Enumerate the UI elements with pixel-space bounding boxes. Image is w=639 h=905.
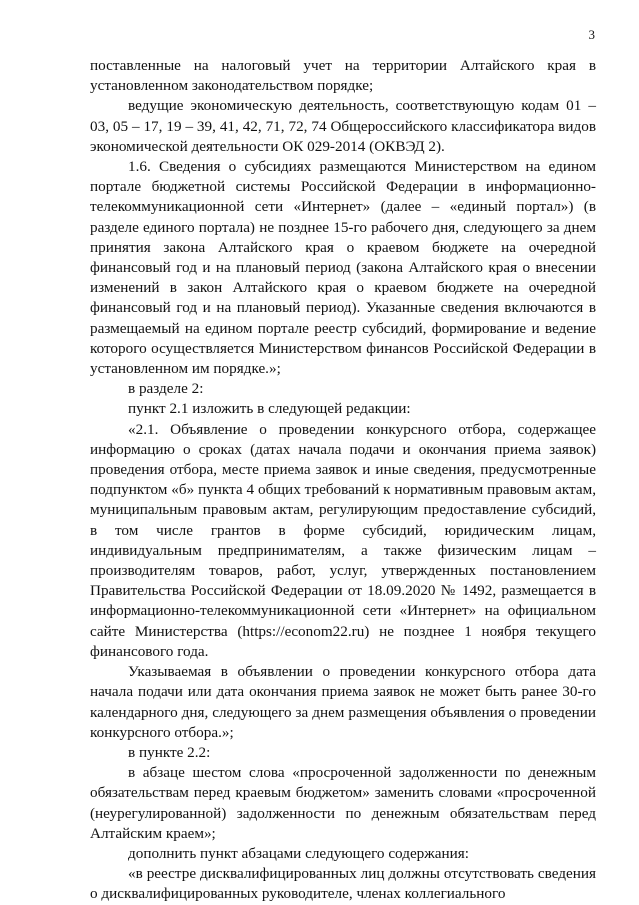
paragraph-7: Указываемая в объявлении о проведении конкурсного отбора дата начала подачи или дата окончания приема заявок не может быть ранее 30-го календарного дня, следующего за днем размещения объявления о проведении конкурсного отбора.»; xyxy=(90,663,596,741)
paragraph-9: в абзаце шестом слова «просроченной задолженности по денежным обязательствам перед краевым бюджетом» заменить словами «просроченной (неурегулированной) задолженности по денежным обязательствам перед Алтайским краем»; xyxy=(90,764,596,842)
paragraph-3: 1.6. Сведения о субсидиях размещаются Министерством на едином портале бюджетной системы Российской Федерации в информационно-телекоммуникационной сети «Интернет» (далее – «единый портал») (в разделе единого портала) не позднее 15-го рабочего дня, следующего за днем принятия закона Алтайского края о краевом бюджете на очередной финансовый год и на плановый период (закона Алтайского края о внесении изменений в закон Алтайского края о краевом бюджете на очередной финансовый год и на плановый период). Указанные сведения включаются в размещаемый на едином портале реестр субсидий, формирование и ведение которого осуществляется Министерством финансов Российской Федерации в установленном им порядке.»; xyxy=(90,158,596,378)
paragraph-10: дополнить пункт абзацами следующего содержания: xyxy=(128,844,469,862)
paragraph-8: в пункте 2.2: xyxy=(128,743,211,761)
document-body xyxy=(90,56,596,905)
paragraph-11: «в реестре дисквалифицированных лиц должны отсутствовать сведения о дисквалифицированных руководителе, членах коллегиального xyxy=(90,865,596,903)
page-number: 3 xyxy=(588,27,595,42)
paragraph-4: в разделе 2: xyxy=(128,380,204,398)
paragraph-6: «2.1. Объявление о проведении конкурсного отбора, содержащее информацию о сроках (датах начала подачи и окончания приема заявок) проведения отбора, месте приема заявок и иные сведения, предусмотренные подпунктом «б» пункта 4 общих требований к нормативным правовым актам, муниципальным правовым актам, регулирующим предоставление субсидий, в том числе грантов в форме субсидий, юридическим лицам, индивидуальным предпринимателям, а также физическим лицам – производителям товаров, работ, услуг, утвержденных постановлением Правительства Российской Федерации от 18.09.2020 № 1492, размещается в информационно-телекоммуникационной сети «Интернет» на официальном сайте Министерства (https://econom22.ru) не позднее 1 ноября текущего финансового года. xyxy=(90,420,596,660)
paragraph-5: пункт 2.1 изложить в следующей редакции: xyxy=(128,400,411,418)
paragraph-2: ведущие экономическую деятельность, соответствующую кодам 01 – 03, 05 – 17, 19 – 39, 41, 42, 71, 72, 74 Общероссийского классификатора видов экономической деятельности ОК 029-2014 (ОКВЭД 2). xyxy=(90,97,596,155)
paragraph-1: поставленные на налоговый учет на территории Алтайского края в установленном законодательством порядке; xyxy=(90,57,596,95)
